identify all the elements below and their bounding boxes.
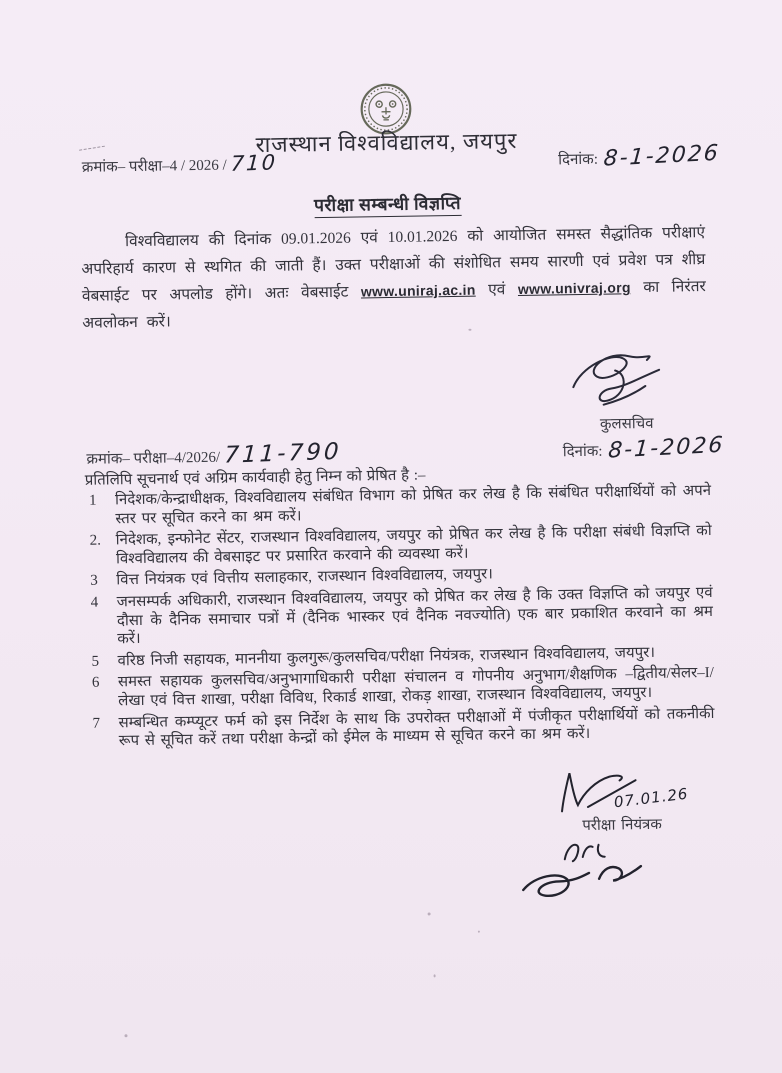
copy-date-label: दिनांक:	[562, 443, 603, 461]
copy-handwritten-date: 8-1-2026	[607, 432, 726, 464]
item-number: 3	[90, 572, 98, 590]
website-url-2: www.univraj.org	[517, 279, 631, 297]
registrar-label: कुलसचिव	[599, 415, 654, 433]
controller-date: 07.01.26	[612, 784, 690, 812]
handwritten-serial-range: 711-790	[223, 438, 342, 469]
website-url-1: www.uniraj.ac.in	[360, 281, 476, 300]
item-text: निदेशक, इन्फोनेट सेंटर, राजस्थान विश्वविद्यालय, जयपुर को प्रेषित कर लेख है कि परीक्षा संबंधी विज्ञप्ति को विश्वविद्यालय की वेबसाइट पर प्रसारित करवाने की व्यवस्था करें।	[115, 523, 712, 568]
item-text: निदेशक/केन्द्राधीक्षक, विश्वविद्यालय संबंधित विभाग को प्रेषित कर लेख है कि संबंधित परीक्षार्थियों को अपने स्तर पर सूचित करने का श्रम करें।	[114, 482, 712, 527]
notice-text: विश्वविद्यालय की दिनांक 09.01.2026 एवं 10.01.2026 को आयोजित समस्त सैद्धांतिक परीक्षाएं अपरिहार्य कारण से स्थगित की जाती हैं। उक्त परीक्षाओं की संशोधित समय सारणी एवं प्रवेश पत्र शीघ्र वेबसाईट पर अपलोड होंगे। अतः वेबसाईट	[81, 224, 706, 305]
item-number: 6	[91, 674, 100, 692]
item-number: 1	[88, 492, 97, 509]
copy-list-item	[92, 704, 715, 751]
copy-reference-number-label: क्रमांक– परीक्षा–4/2026/	[86, 449, 221, 468]
handwritten-date: 8-1-2026	[602, 140, 721, 172]
item-number: 2.	[89, 532, 102, 549]
item-text: सम्बन्धित कम्प्यूटर फर्म को इस निर्देश के साथ कि उपरोक्त परीक्षाओं में पंजीकृत परीक्षार्थियों को तकनीकी रूप से सूचित करें तथा परीक्षा केन्द्रों को ईमेल के माध्यम से सूचित करने का श्रम करें।	[118, 705, 715, 750]
notice-title: परीक्षा सम्बन्धी विज्ञप्ति	[0, 186, 779, 222]
notice-text-conjunction: एवं	[488, 281, 506, 299]
copy-list-item	[89, 482, 712, 529]
item-text: वरिष्ठ निजी सहायक, माननीया कुलगुरू/कुलसचिव/परीक्षा नियंत्रक, राजस्थान विश्वविद्यालय, जयपुर।	[117, 644, 656, 670]
university-name: राजस्थान विश्वविद्यालय, जयपुर	[255, 127, 518, 158]
copies-heading: प्रतिलिपि सूचनार्थ एवं अग्रिम कार्यवाही हेतु निम्न को प्रेषित है :–	[84, 467, 426, 489]
controller-label: परीक्षा नियंत्रक	[582, 816, 663, 835]
scan-speck	[124, 1034, 127, 1037]
notice-text-end: का निरंतर अवलोकन करें।	[82, 278, 706, 332]
copy-list-item	[91, 584, 714, 650]
item-text: जनसम्पर्क अधिकारी, राजस्थान विश्वविद्यालय, जयपुर को प्रेषित कर लेख है कि उक्त विज्ञप्ति को जयपुर एवं दौसा के दैनिक समाचार पत्रों में (दैनिक भास्कर एवं दैनिक नवज्योति) एक बार प्रकाशित करवाने का श्रम करें।	[116, 584, 714, 648]
scan-speck	[428, 912, 431, 915]
scribble-signature-large	[515, 854, 656, 911]
item-number: 5	[91, 653, 100, 670]
handwritten-serial: 710	[230, 150, 278, 176]
copy-list	[89, 482, 715, 754]
copy-list-item	[92, 664, 715, 711]
copy-list-item	[90, 522, 713, 569]
scan-speck	[468, 329, 471, 331]
reference-number-label: क्रमांक– परीक्षा–4 / 2026 /	[81, 157, 227, 176]
scan-speck	[478, 931, 480, 933]
item-text: वित्त नियंत्रक एवं वित्तीय सलाहकार, राजस्थान विश्वविद्यालय, जयपुर।	[116, 566, 494, 589]
item-text: समस्त सहायक कुलसचिव/अनुभागाधिकारी परीक्षा संचालन व गोपनीय अनुभाग/शैक्षणिक –द्वितीय/सेलर–I/लेखा एवं वित्त शाखा, परीक्षा विविध, रिकार्ड शाखा, रोकड़ शाखा, राजस्थान विश्वविद्यालय, जयपुर।	[117, 665, 714, 710]
item-number: 4	[90, 594, 99, 611]
scan-speck	[434, 974, 436, 977]
registrar-signature	[567, 348, 668, 421]
date-label: दिनांक:	[558, 151, 599, 169]
notice-paragraph	[81, 219, 707, 337]
item-number: 7	[92, 715, 101, 732]
